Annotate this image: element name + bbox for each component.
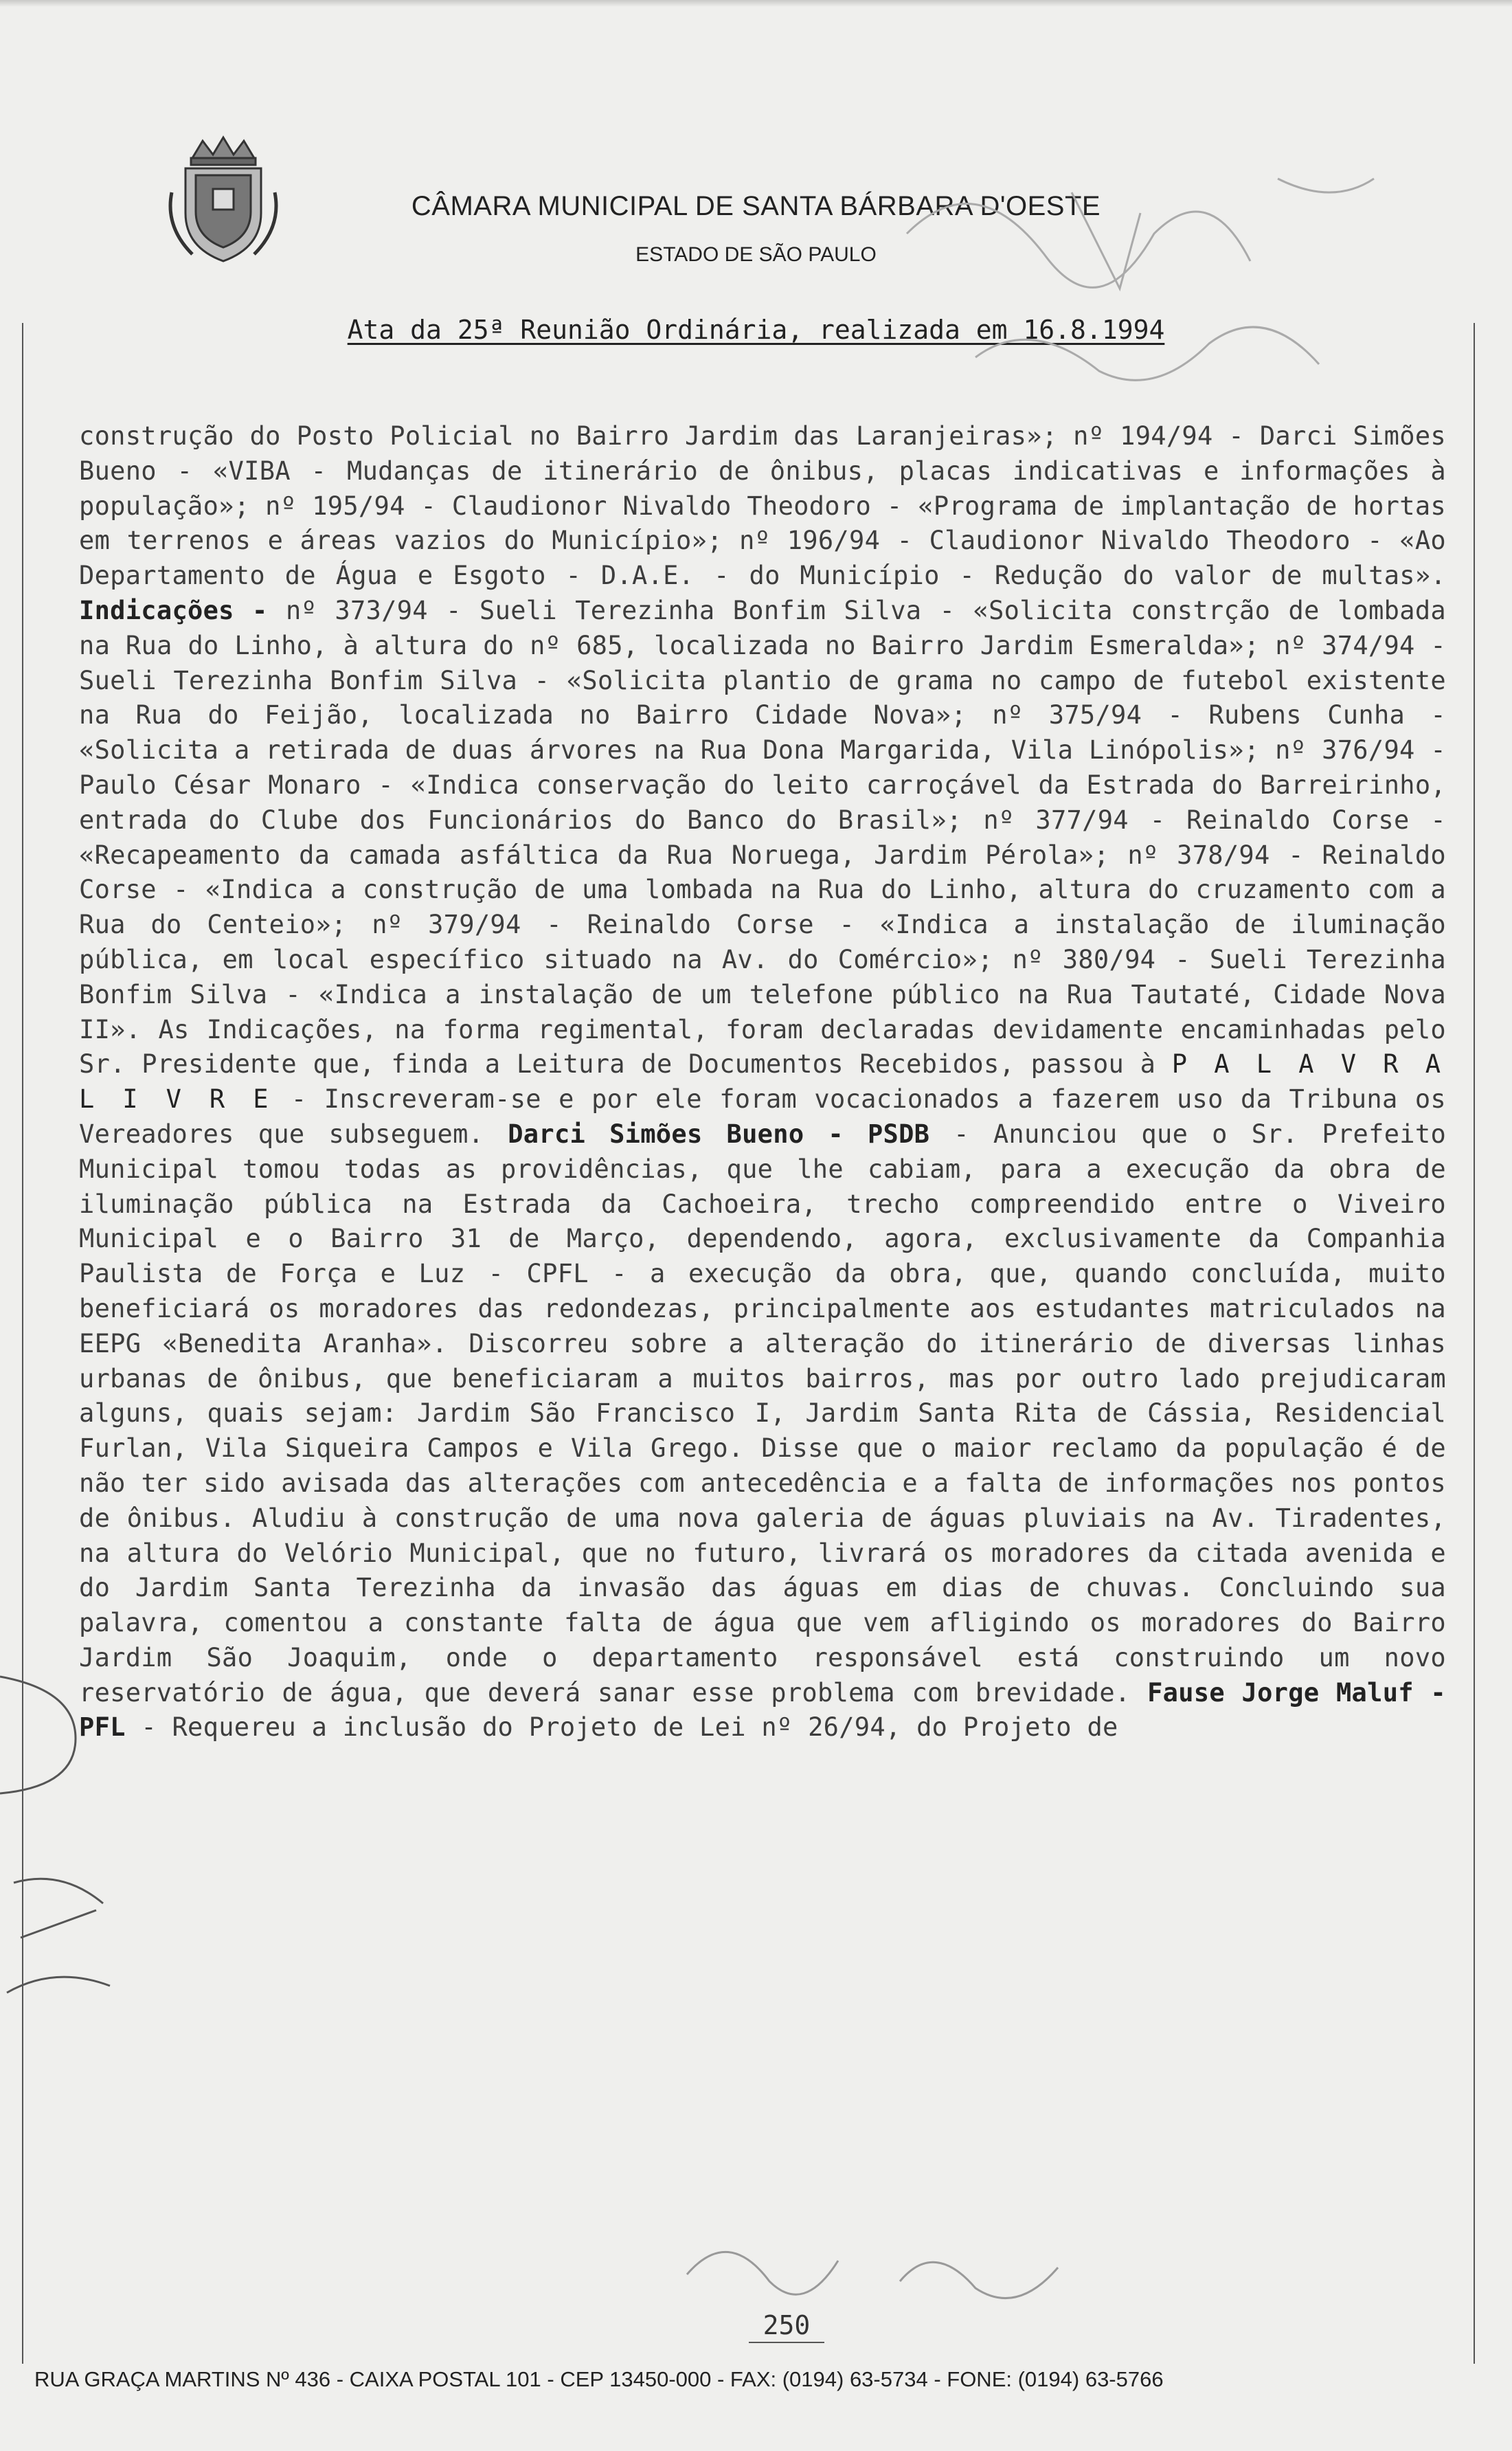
body-segment: - Anunciou que o Sr. Prefeito Municipal tomou todas as providências, que lhe cabiam, para a execução da obra de iluminação pública na Estrada da Cachoeira, trecho compreendido entre o Viveiro Municipal e o Bairro 31 de Março, dependendo, agora, exclusivamente da Companhia Paulista de Força e Luz - CPFL - a execução da obra, que, quando concluída, muito beneficiará os moradores das redondezas, principalmente aos estudantes matriculados na EEPG «Benedita Aranha». Discorreu sobre a alteração do itinerário de diversas linhas urbanas de ônibus, que beneficiaram a muitos bairros, mas por outro lado prejudicaram alguns, quais sejam: Jardim São Francisco I, Jardim Santa Rita de Cássia, Residencial Furlan, Vila Siqueira Campos e Vila Grego. Disse que o maior reclamo da população é de não ter sido avisada das alterações com antecedência e a falta de informações nos pontos de ônibus. Aludiu à construção de uma nova galeria de águas pluviais na Av. Tiradentes, na altura do Velório Municipal, que no futuro, livrará os moradores da citada avenida e do Jardim Santa Terezinha da invasão das águas em dias de chuvas. Concluindo sua palavra, comentou a constante falta de água que vem afligindo os moradores do Bairro Jardim São Joaquim, onde o departamento responsável está construindo um novo reservatório de água, que deverá sanar esse problema com brevidade. [79, 1119, 1447, 1708]
footer-address: RUA GRAÇA MARTINS Nº 436 - CAIXA POSTAL 101 - CEP 13450-000 - FAX: (0194) 63-5734 - FONE: (0194) 63-5766 [34, 2367, 1164, 2391]
signature-scribble-bottom [673, 2219, 1099, 2316]
minutes-heading: Ata da 25ª Reunião Ordinária, realizada em 16.8.1994 [347, 315, 1165, 345]
left-margin-rule [22, 323, 23, 2364]
body-segment: - Inscreveram-se e por ele foram vocacionados a fazerem uso da Tribuna os Vereadores que subseguem. [79, 1084, 1447, 1149]
letterhead-state: ESTADO DE SÃO PAULO [635, 243, 877, 266]
body-segment: nº 373/94 - Sueli Terezinha Bonfim Silva - «Solicita constrção de lombada na Rua do Linho, à altura do nº 685, localizada no Bairro Jardim Esmeralda»; nº 374/94 - Sueli Terezinha Bonfim Silva - «Solicita plantio de grama no campo de futebol existente na Rua do Feijão, localizada no Bairro Cidade Nova»; nº 375/94 - Rubens Cunha - «Solicita a retirada de duas árvores na Rua Dona Margarida, Vila Linópolis»; nº 376/94 - Paulo César Monaro - «Indica conservação do leito carroçável da Estrada do Barreirinho, entrada do Clube dos Funcionários do Banco do Brasil»; nº 377/94 - Reinaldo Corse - «Recapeamento da camada asfáltica da Rua Noruega, Jardim Pérola»; nº 378/94 - Reinaldo Corse - «Indica a construção de uma lombada na Rua do Linho, altura do cruzamento com a Rua do Centeio»; nº 379/94 - Reinaldo Corse - «Indica a instalação de iluminação pública, em local específico situado na Av. do Comércio»; nº 380/94 - Sueli Terezinha Bonfim Silva - «Indica a instalação de um telefone público na Rua Tautaté, Cidade Nova II». As Indicações, na forma regimental, foram declaradas devidamente encaminhadas pelo Sr. Presidente que, finda a Leitura de Documentos Recebidos, passou à [79, 595, 1446, 1079]
page-top-edge [0, 0, 1512, 7]
page-number-rule [749, 2342, 824, 2343]
body-segment: - Requereu a inclusão do Projeto de Lei nº 26/94, do Projeto de [141, 1712, 1118, 1743]
margin-scribble-left [0, 1663, 117, 2020]
minutes-body [79, 419, 1446, 1745]
speaker-name: Fause Jorge Maluf - PFL [79, 1677, 1446, 1743]
signature-scribble-top-right [893, 151, 1443, 412]
letterhead-institution: CÂMARA MUNICIPAL DE SANTA BÁRBARA D'OESTE [411, 191, 1101, 221]
palavra-livre-heading: P A L A V R A L I V R E [79, 1049, 1446, 1115]
body-segment: construção do Posto Policial no Bairro Jardim das Laranjeiras»; nº 194/94 - Darci Simões Bueno - «VIBA - Mudanças de itinerário de ônibus, placas indicativas e informações à população»; nº 195/94 - Claudionor Nivaldo Theodoro - «Programa de implantação de hortas em terrenos e áreas vazios do Município»; nº 196/94 - Claudionor Nivaldo Theodoro - «Ao Departamento de Água e Esgoto - D.A.E. - do Município - Redução do valor de multas». [79, 421, 1446, 591]
right-margin-rule [1474, 323, 1475, 2364]
page-number: 250 [763, 2310, 811, 2340]
indicacoes-label: Indicações - [79, 595, 268, 625]
speaker-name: Darci Simões Bueno - PSDB [508, 1119, 930, 1149]
